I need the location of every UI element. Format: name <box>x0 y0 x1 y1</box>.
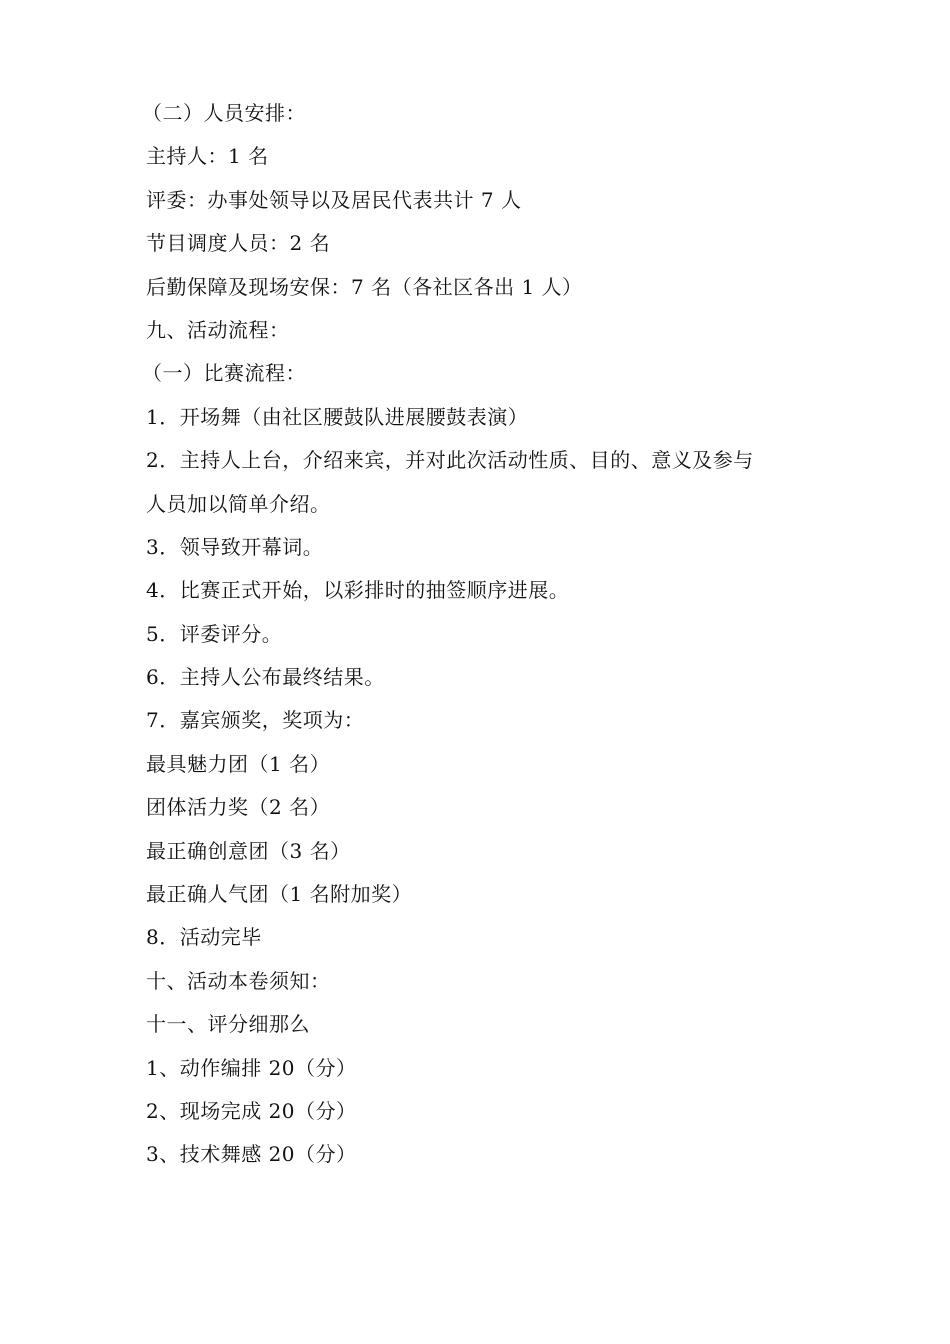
staff-judges: 评委：办事处领导以及居民代表共计 7 人 <box>146 187 522 212</box>
award-best-creative-group: 最正确创意团（3 名） <box>146 838 351 863</box>
staff-host: 主持人：1 名 <box>146 144 269 169</box>
score-item-live-performance: 2、现场完成 20（分） <box>146 1098 357 1123</box>
section-heading-scoring-details: 十一、评分细那么 <box>146 1012 310 1037</box>
award-group-vitality: 团体活力奖（2 名） <box>146 795 331 820</box>
award-most-charming-group: 最具魅力团（1 名） <box>146 751 331 776</box>
process-step-3: 3．领导致开幕词。 <box>146 534 324 559</box>
staff-program-coordinators: 节目调度人员：2 名 <box>146 231 331 256</box>
process-step-2-continued: 人员加以简单介绍。 <box>146 491 331 516</box>
process-step-2: 2．主持人上台，介绍来宾，并对此次活动性质、目的、意义及参与 <box>146 448 754 473</box>
process-step-6: 6．主持人公布最终结果。 <box>146 665 385 690</box>
award-best-popular-group: 最正确人气团（1 名附加奖） <box>146 882 413 907</box>
process-step-7: 7．嘉宾颁奖，奖项为： <box>146 708 365 733</box>
document-body <box>142 92 826 1177</box>
staff-logistics-security: 后勤保障及现场安保：7 名（各社区各出 1 人） <box>146 274 583 299</box>
process-step-4: 4．比赛正式开始，以彩排时的抽签顺序进展。 <box>146 578 570 603</box>
section-heading-activity-process: 九、活动流程： <box>146 317 290 342</box>
subsection-heading-competition-process: （一）比赛流程： <box>142 361 306 386</box>
process-step-5: 5．评委评分。 <box>146 621 283 646</box>
process-step-1: 1．开场舞（由社区腰鼓队进展腰鼓表演） <box>146 404 529 429</box>
section-heading-notes: 十、活动本卷须知： <box>146 968 331 993</box>
score-item-technique-dance-feel: 3、技术舞感 20（分） <box>146 1142 357 1167</box>
score-item-choreography: 1、动作编排 20（分） <box>146 1055 357 1080</box>
process-step-8: 8．活动完毕 <box>146 925 262 950</box>
section-heading-staffing: （二）人员安排： <box>142 101 306 125</box>
